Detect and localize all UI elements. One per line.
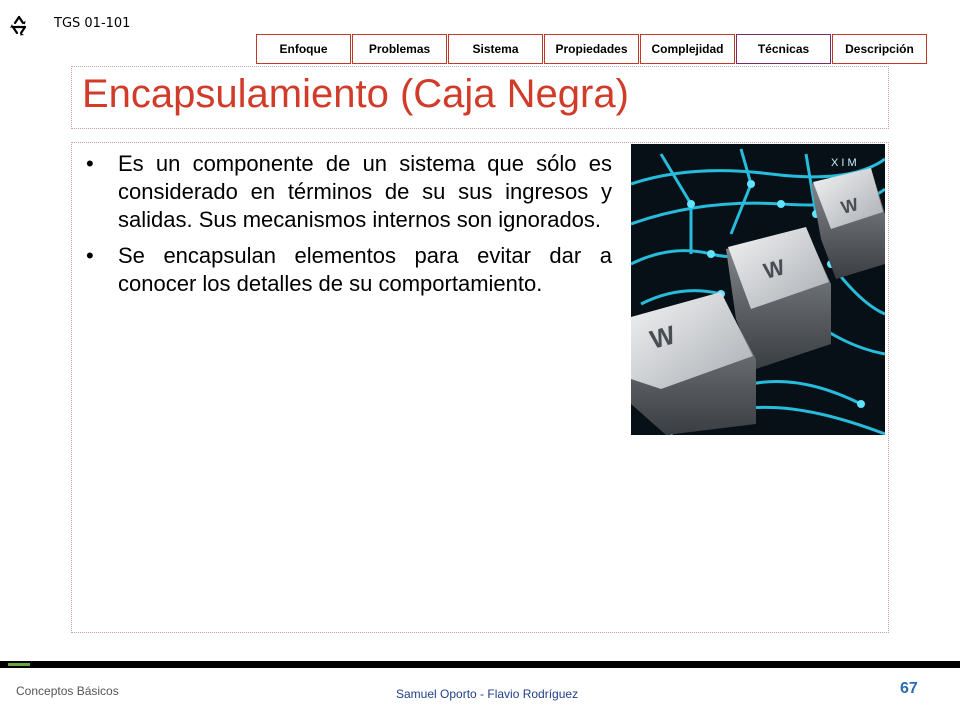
page-number: 67 <box>900 680 918 697</box>
nav-tabs <box>256 34 927 64</box>
tab-sistema[interactable]: Sistema <box>448 34 543 64</box>
tab-tecnicas[interactable]: Técnicas <box>736 34 831 64</box>
footer-bar <box>0 661 960 668</box>
key-letter: W <box>838 194 861 218</box>
tab-enfoque[interactable]: Enfoque <box>256 34 351 64</box>
bullet-list <box>86 150 612 306</box>
footer-authors: Samuel Oporto - Flavio Rodríguez <box>396 687 579 701</box>
tab-propiedades[interactable]: Propiedades <box>544 34 639 64</box>
recycle-icon <box>8 14 30 36</box>
key-letter: W <box>760 254 788 284</box>
tab-descripcion[interactable]: Descripción <box>832 34 927 64</box>
footer-accent <box>8 663 30 666</box>
slide-title: Encapsulamiento (Caja Negra) <box>82 72 629 116</box>
tab-problemas[interactable]: Problemas <box>352 34 447 64</box>
bullet-item <box>86 242 612 298</box>
bullet-text: Es un componente de un sistema que sólo es considerado en términos de su sus ingresos y salidas. Sus mecanismos internos son ignorados. <box>118 151 612 232</box>
keyboard-circuit-image <box>631 144 885 435</box>
bullet-text: Se encapsulan elementos para evitar dar a conocer los detalles de su comportamiento. <box>118 243 612 296</box>
bullet-item <box>86 150 612 234</box>
tab-complejidad[interactable]: Complejidad <box>640 34 735 64</box>
footer-section: Conceptos Básicos <box>16 684 119 698</box>
bullet-dot: • <box>86 243 94 268</box>
course-code: TGS 01-101 <box>54 16 131 31</box>
image-corner-text: X I M <box>831 157 857 169</box>
key-letter: W <box>646 319 679 355</box>
bullet-dot: • <box>86 151 94 176</box>
